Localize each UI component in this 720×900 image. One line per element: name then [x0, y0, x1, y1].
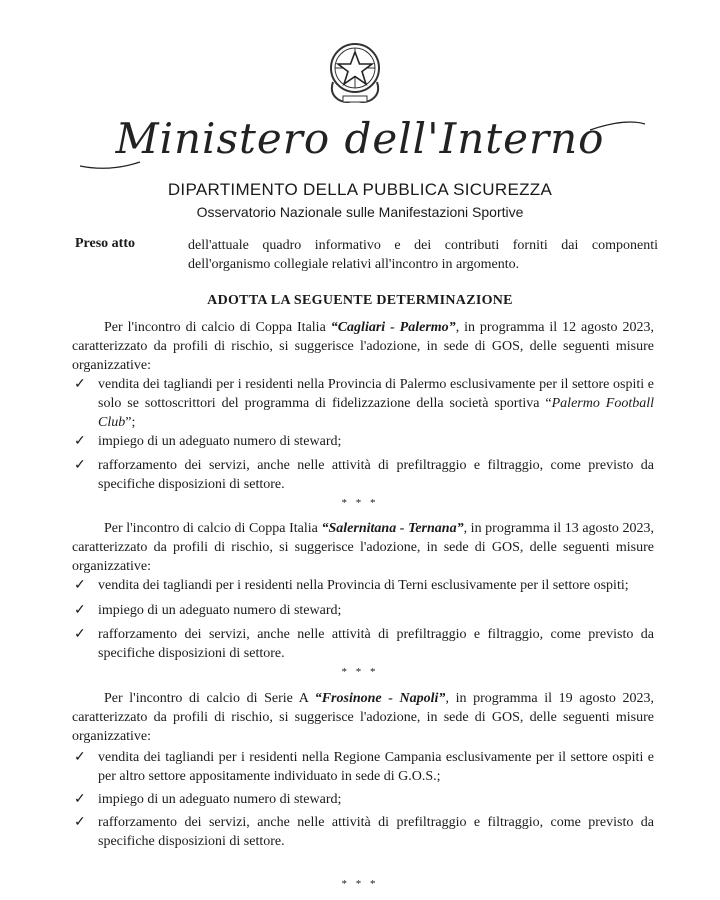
check-icon: ✓: [74, 458, 86, 473]
list-item: ✓ impiego di un adeguato numero di steward;: [74, 603, 342, 618]
list-item: ✓ impiego di un adeguato numero di steward;: [74, 434, 342, 449]
section-intro: Per l'incontro di calcio di Coppa Italia “Salernitana - Ternana”, in programma il 13 agosto 2023, caratterizzato da profili di rischio, si suggerisce l'adozione, in sede di GOS, delle seguenti misure organizzative:: [72, 521, 654, 574]
match-name: “Frosinone - Napoli”: [314, 691, 446, 706]
calligraphic-swash: [70, 100, 650, 180]
preso-atto-text: dell'attuale quadro informativo e dei contributi forniti dai componenti dell'organismo collegiale relativi all'incontro in argomento.: [188, 238, 658, 272]
separator: * * *: [341, 878, 379, 890]
list-item: ✓ vendita dei tagliandi per i residenti nella Regione Campania esclusivamente per il settore ospiti e per altro settore appositamente individuato in sede di G.O.S.;: [74, 750, 654, 784]
check-icon: ✓: [74, 434, 86, 449]
ministry-title: Ministero dell'Interno: [115, 114, 605, 163]
check-icon: ✓: [74, 578, 86, 593]
determination-heading: ADOTTA LA SEGUENTE DETERMINAZIONE: [207, 293, 513, 308]
check-icon: ✓: [74, 377, 86, 392]
section-intro: Per l'incontro di calcio di Serie A “Frosinone - Napoli”, in programma il 19 agosto 2023, caratterizzato da profili di rischio, si suggerisce l'adozione, in sede di GOS, delle seguenti misure organizzative:: [72, 691, 654, 744]
republic-emblem-icon: [325, 38, 385, 106]
list-item: ✓ rafforzamento dei servizi, anche nelle attività di prefiltraggio e filtraggio, come previsto da specifiche disposizioni di settore.: [74, 815, 654, 849]
list-item: ✓ vendita dei tagliandi per i residenti nella Provincia di Palermo esclusivamente per il settore ospiti e solo se sottoscrittori del programma di fidelizzazione della società sportiva “Palermo Football Club”;: [74, 377, 655, 430]
check-icon: ✓: [74, 792, 86, 807]
department-name: DIPARTIMENTO DELLA PUBBLICA SICUREZZA: [167, 180, 553, 199]
check-icon: ✓: [74, 750, 86, 765]
check-icon: ✓: [74, 815, 86, 830]
separator: * * *: [341, 666, 379, 678]
list-item: ✓ rafforzamento dei servizi, anche nelle attività di prefiltraggio e filtraggio, come previsto da specifiche disposizioni di settore.: [74, 627, 654, 661]
preso-atto-label: Preso atto: [75, 236, 135, 251]
list-item: ✓ rafforzamento dei servizi, anche nelle attività di prefiltraggio e filtraggio, come previsto da specifiche disposizioni di settore.: [74, 458, 654, 492]
match-name: “Cagliari - Palermo”: [330, 320, 456, 335]
observatory-name: Osservatorio Nazionale sulle Manifestazioni Sportive: [196, 204, 524, 220]
section-intro: Per l'incontro di calcio di Coppa Italia “Cagliari - Palermo”, in programma il 12 agosto 2023, caratterizzato da profili di rischio, si suggerisce l'adozione, in sede di GOS, delle seguenti misure organizzative:: [72, 320, 654, 373]
check-icon: ✓: [74, 603, 86, 618]
match-name: “Salernitana - Ternana”: [321, 521, 464, 536]
list-item: ✓ impiego di un adeguato numero di steward;: [74, 792, 342, 807]
check-icon: ✓: [74, 627, 86, 642]
separator: * * *: [341, 497, 379, 509]
list-item: ✓ vendita dei tagliandi per i residenti nella Provincia di Terni esclusivamente per il settore ospiti;: [74, 578, 629, 593]
